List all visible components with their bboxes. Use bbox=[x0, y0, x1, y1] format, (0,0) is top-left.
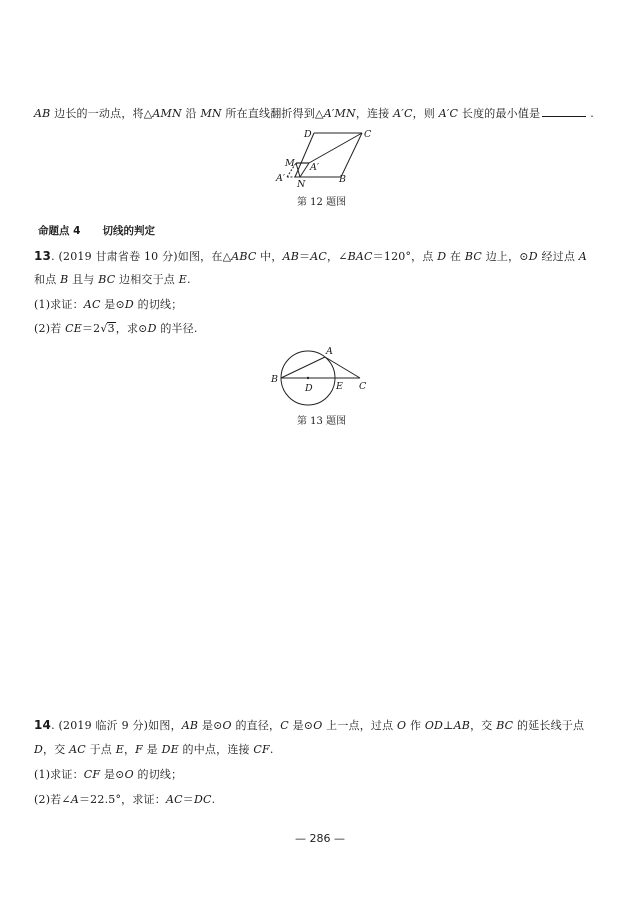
math-var: AB bbox=[34, 107, 51, 120]
math-var: BAC bbox=[347, 250, 373, 263]
section-name: 切线的判定 bbox=[102, 225, 155, 237]
text: 于点 bbox=[85, 743, 116, 756]
math-var: AB bbox=[282, 250, 300, 263]
text: . (2019 甘肃省卷 10 分)如图，在△ bbox=[51, 250, 232, 263]
text: ，交 bbox=[43, 743, 70, 756]
label-M: M bbox=[285, 158, 295, 169]
math-var: BC bbox=[98, 273, 116, 286]
label-D: D bbox=[305, 383, 313, 394]
text: 作 bbox=[406, 719, 425, 732]
math-var: D bbox=[528, 250, 538, 263]
text: ＝ bbox=[182, 793, 194, 806]
text: ＝2 bbox=[81, 322, 101, 335]
text: ，则 bbox=[412, 107, 439, 120]
label-A-prime: A′ bbox=[310, 162, 320, 173]
math-var: E bbox=[178, 273, 187, 286]
text: 所在直线翻折得到△ bbox=[221, 107, 324, 120]
q13-part-2 bbox=[34, 322, 198, 336]
page-number: — 286 — bbox=[295, 832, 345, 845]
q12-text-line-1 bbox=[34, 106, 594, 121]
math-var: A′C bbox=[393, 107, 413, 120]
math-var: AC bbox=[310, 250, 327, 263]
text: (1)求证： bbox=[34, 768, 84, 781]
text: 上一点，过点 bbox=[322, 719, 398, 732]
math-var: MN bbox=[200, 107, 222, 120]
math-var: O bbox=[397, 719, 407, 732]
text: . bbox=[269, 743, 274, 756]
math-var: O bbox=[222, 719, 232, 732]
math-var: AC bbox=[83, 298, 101, 311]
math-var: A bbox=[578, 250, 587, 263]
text: (1)求证： bbox=[34, 298, 84, 311]
text: 的直径， bbox=[231, 719, 281, 732]
math-var: B bbox=[60, 273, 69, 286]
math-var: BC bbox=[464, 250, 482, 263]
text: ，连接 bbox=[355, 107, 394, 120]
text: ＝120°，点 bbox=[372, 250, 438, 263]
text: . bbox=[590, 107, 594, 120]
text: 的中点，连接 bbox=[178, 743, 254, 756]
text: ， bbox=[123, 743, 136, 756]
math-var: A bbox=[70, 793, 79, 806]
question-number: 14 bbox=[34, 718, 52, 732]
text: . bbox=[186, 273, 191, 286]
label-D: D bbox=[304, 129, 312, 140]
q14-part-1 bbox=[34, 768, 182, 782]
text: 是⊙ bbox=[100, 768, 125, 781]
section-label: 命题点 4 bbox=[38, 225, 81, 237]
text: 的延长线于点 bbox=[513, 719, 585, 732]
math-var: D bbox=[437, 250, 447, 263]
figure-13-circle bbox=[260, 340, 380, 410]
math-var: A′C bbox=[438, 107, 459, 120]
label-B: B bbox=[339, 174, 346, 185]
text: 是⊙ bbox=[100, 298, 125, 311]
label-N: N bbox=[297, 179, 306, 190]
label-A: A bbox=[326, 346, 333, 357]
text: . bbox=[211, 793, 216, 806]
math-var: CE bbox=[65, 322, 82, 335]
figure-12-caption: 第 12 题图 bbox=[297, 197, 347, 208]
question-number: 13 bbox=[34, 249, 52, 263]
text: . (2019 临沂 9 分)如图， bbox=[51, 719, 182, 732]
q14-text-line-1 bbox=[34, 718, 584, 733]
q13-part-1 bbox=[34, 298, 182, 312]
text: ，求⊙ bbox=[115, 322, 148, 335]
text: 在 bbox=[446, 250, 465, 263]
text: 是⊙ bbox=[288, 719, 314, 732]
label-A: A′ bbox=[276, 173, 286, 184]
math-var: BC bbox=[496, 719, 514, 732]
figure-13-caption: 第 13 题图 bbox=[297, 416, 347, 427]
text: 且与 bbox=[68, 273, 99, 286]
math-var: CF bbox=[83, 768, 101, 781]
text: 经过点 bbox=[537, 250, 579, 263]
math-var: D bbox=[34, 743, 44, 756]
text: 是 bbox=[142, 743, 162, 756]
math-var: AB bbox=[181, 719, 199, 732]
math-var: D bbox=[147, 322, 157, 335]
text: 的切线； bbox=[133, 298, 183, 311]
text: ，∠ bbox=[327, 250, 348, 263]
math-var: AC bbox=[165, 793, 183, 806]
text: 的切线； bbox=[133, 768, 183, 781]
sqrt-radicand: 3 bbox=[107, 322, 115, 335]
math-var: O bbox=[124, 768, 134, 781]
label-E: E bbox=[336, 381, 343, 392]
label-C: C bbox=[364, 129, 372, 140]
text: 中， bbox=[256, 250, 283, 263]
math-var: CF bbox=[253, 743, 270, 756]
text: ⊥ bbox=[443, 719, 454, 732]
text: 边上，⊙ bbox=[482, 250, 529, 263]
text: 长度的最小值是 bbox=[458, 107, 541, 120]
label-C: C bbox=[359, 381, 367, 392]
text: (2)若 bbox=[34, 322, 66, 335]
q14-text-line-2 bbox=[34, 743, 274, 757]
q13-text-line-2 bbox=[34, 273, 191, 287]
text: 是⊙ bbox=[198, 719, 223, 732]
q14-part-2 bbox=[34, 793, 215, 807]
math-var: C bbox=[280, 719, 289, 732]
label-B: B bbox=[271, 374, 278, 385]
text: (2)若∠ bbox=[34, 793, 71, 806]
text: 沿 bbox=[181, 107, 201, 120]
sqrt-symbol: √ bbox=[100, 322, 108, 335]
section-heading bbox=[38, 224, 155, 238]
math-var: DE bbox=[161, 743, 179, 756]
math-var: ABC bbox=[231, 250, 257, 263]
text: 边长的一动点，将△ bbox=[50, 107, 153, 120]
math-var: D bbox=[124, 298, 134, 311]
text: ，交 bbox=[470, 719, 497, 732]
text: 边相交于点 bbox=[115, 273, 179, 286]
figure-12-parallelogram bbox=[270, 125, 380, 190]
math-var: F bbox=[135, 743, 143, 756]
text: ＝22.5°，求证： bbox=[78, 793, 166, 806]
text: 和点 bbox=[34, 273, 61, 286]
answer-blank bbox=[542, 106, 586, 117]
q13-text-line-1 bbox=[34, 249, 587, 264]
math-var: AMN bbox=[152, 107, 182, 120]
math-var: E bbox=[115, 743, 124, 756]
math-var: DC bbox=[193, 793, 212, 806]
math-var: A′MN bbox=[323, 107, 356, 120]
math-var: AC bbox=[69, 743, 86, 756]
math-var: OD bbox=[424, 719, 444, 732]
math-var: AB bbox=[453, 719, 471, 732]
text: 的半径. bbox=[156, 322, 198, 335]
math-var: O bbox=[313, 719, 323, 732]
text: ＝ bbox=[299, 250, 311, 263]
